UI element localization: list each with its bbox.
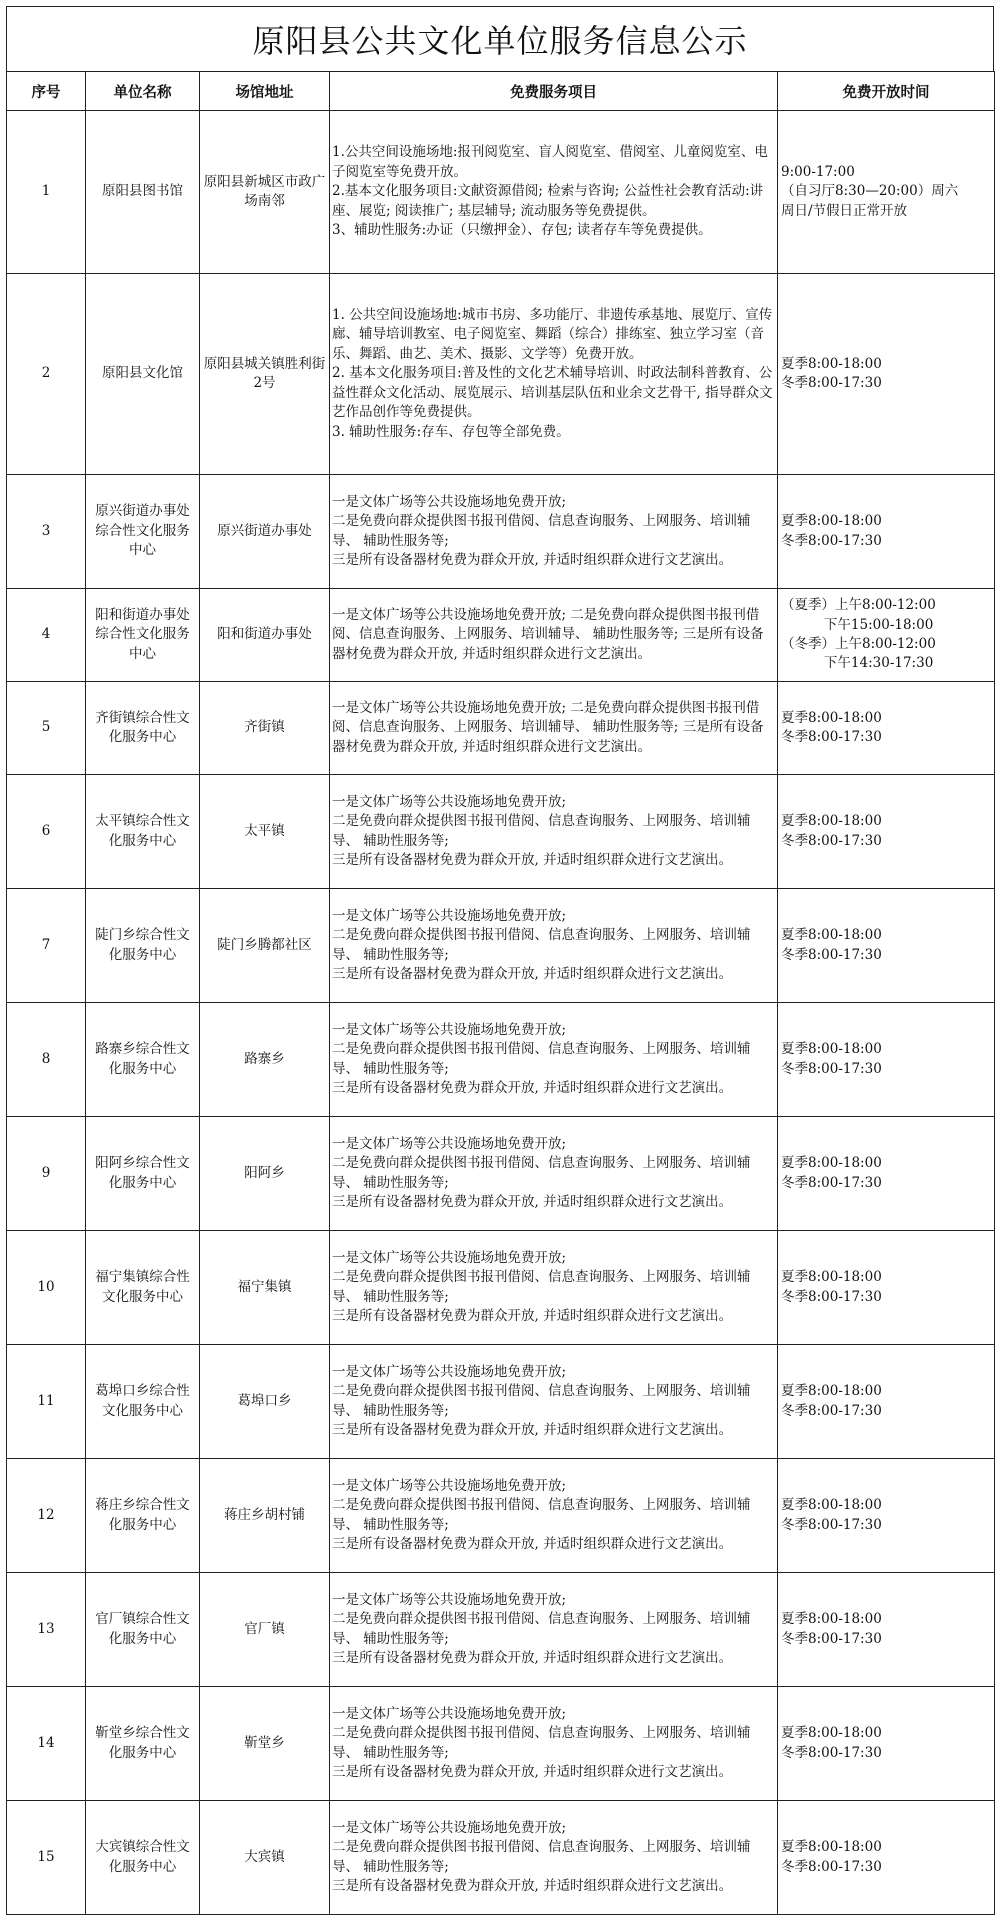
table-row: [7, 775, 995, 889]
cell-unit-name: 官厂镇综合性文化服务中心: [86, 1573, 200, 1687]
cell-unit-name: 阳和街道办事处综合性文化服务中心: [86, 589, 200, 682]
cell-hours: 夏季8:00-18:00 冬季8:00-17:30: [778, 682, 995, 775]
cell-unit-name: 靳堂乡综合性文化服务中心: [86, 1687, 200, 1801]
cell-seq: 13: [7, 1573, 86, 1687]
cell-address: 太平镇: [200, 775, 330, 889]
cell-hours: 夏季8:00-18:00 冬季8:00-17:30: [778, 1003, 995, 1117]
cell-services: 1. 公共空间设施场地:城市书房、多功能厅、非遗传承基地、展览厅、宣传廊、辅导培训教室、电子阅览室、舞蹈（综合）排练室、独立学习室（音乐、舞蹈、曲艺、美术、摄影、文学等）免费开放。 2. 基本文化服务项目:普及性的文化艺术辅导培训、时政法制科普教育、公益性群众文化活动、展览展示、培训基层队伍和业余文艺骨干, 指导群众文艺作品创作等免费提供。 3. 辅助性服务:存车、存包等全部免费。: [330, 274, 778, 475]
cell-address: 葛埠口乡: [200, 1345, 330, 1459]
cell-address: 靳堂乡: [200, 1687, 330, 1801]
cell-hours: 9:00-17:00 （自习厅8:30—20:00）周六 周日/节假日正常开放: [778, 111, 995, 274]
cell-services: 一是文体广场等公共设施场地免费开放; 二是免费向群众提供图书报刊借阅、信息查询服务、上网服务、培训辅导、 辅助性服务等; 三是所有设备器材免费为群众开放, 并适时组织群众进行文艺演出。: [330, 1573, 778, 1687]
cell-seq: 7: [7, 889, 86, 1003]
cell-address: 路寨乡: [200, 1003, 330, 1117]
table-body: [7, 111, 995, 1915]
cell-services: 一是文体广场等公共设施场地免费开放; 二是免费向群众提供图书报刊借阅、信息查询服务、上网服务、培训辅导、 辅助性服务等; 三是所有设备器材免费为群众开放, 并适时组织群众进行文艺演出。: [330, 589, 778, 682]
cell-seq: 15: [7, 1801, 86, 1915]
cell-services: 一是文体广场等公共设施场地免费开放; 二是免费向群众提供图书报刊借阅、信息查询服务、上网服务、培训辅导、 辅助性服务等; 三是所有设备器材免费为群众开放, 并适时组织群众进行文艺演出。: [330, 1117, 778, 1231]
cell-unit-name: 蒋庄乡综合性文化服务中心: [86, 1459, 200, 1573]
table-row: [7, 1345, 995, 1459]
cell-hours: 夏季8:00-18:00 冬季8:00-17:30: [778, 889, 995, 1003]
header-seq: 序号: [7, 72, 86, 111]
table-row: [7, 475, 995, 589]
cell-services: 一是文体广场等公共设施场地免费开放; 二是免费向群众提供图书报刊借阅、信息查询服务、上网服务、培训辅导、 辅助性服务等; 三是所有设备器材免费为群众开放, 并适时组织群众进行文艺演出。: [330, 1459, 778, 1573]
cell-address: 陡门乡腾都社区: [200, 889, 330, 1003]
cell-services: 一是文体广场等公共设施场地免费开放; 二是免费向群众提供图书报刊借阅、信息查询服务、上网服务、培训辅导、 辅助性服务等; 三是所有设备器材免费为群众开放, 并适时组织群众进行文艺演出。: [330, 775, 778, 889]
cell-hours: 夏季8:00-18:00 冬季8:00-17:30: [778, 475, 995, 589]
cell-address: 齐街镇: [200, 682, 330, 775]
cell-hours: 夏季8:00-18:00 冬季8:00-17:30: [778, 1687, 995, 1801]
cell-seq: 8: [7, 1003, 86, 1117]
header-name: 单位名称: [86, 72, 200, 111]
table-row: [7, 682, 995, 775]
cell-services: 一是文体广场等公共设施场地免费开放; 二是免费向群众提供图书报刊借阅、信息查询服务、上网服务、培训辅导、 辅助性服务等; 三是所有设备器材免费为群众开放, 并适时组织群众进行文艺演出。: [330, 889, 778, 1003]
cell-address: 原兴街道办事处: [200, 475, 330, 589]
page-title: 原阳县公共文化单位服务信息公示: [252, 22, 748, 60]
cell-services: 一是文体广场等公共设施场地免费开放; 二是免费向群众提供图书报刊借阅、信息查询服务、上网服务、培训辅导、 辅助性服务等; 三是所有设备器材免费为群众开放, 并适时组织群众进行文艺演出。: [330, 1003, 778, 1117]
cell-unit-name: 福宁集镇综合性文化服务中心: [86, 1231, 200, 1345]
cell-address: 福宁集镇: [200, 1231, 330, 1345]
cell-seq: 5: [7, 682, 86, 775]
table-row: [7, 274, 995, 475]
service-table: [6, 71, 995, 1915]
cell-hours: 夏季8:00-18:00 冬季8:00-17:30: [778, 775, 995, 889]
cell-address: 阳和街道办事处: [200, 589, 330, 682]
cell-hours: 夏季8:00-18:00 冬季8:00-17:30: [778, 1117, 995, 1231]
cell-unit-name: 阳阿乡综合性文化服务中心: [86, 1117, 200, 1231]
cell-services: 一是文体广场等公共设施场地免费开放; 二是免费向群众提供图书报刊借阅、信息查询服务、上网服务、培训辅导、 辅助性服务等; 三是所有设备器材免费为群众开放, 并适时组织群众进行文艺演出。: [330, 1801, 778, 1915]
cell-unit-name: 原阳县文化馆: [86, 274, 200, 475]
cell-services: 1.公共空间设施场地:报刊阅览室、盲人阅览室、借阅室、儿童阅览室、电子阅览室等免费开放。 2.基本文化服务项目:文献资源借阅; 检索与咨询; 公益性社会教育活动:讲座、展览; 阅读推广; 基层辅导; 流动服务等免费提供。 3、辅助性服务:办证（只缴押金）、存包; 读者存车等免费提供。: [330, 111, 778, 274]
cell-hours: （夏季）上午8:00-12:00 下午15:00-18:00 （冬季）上午8:00-12:00 下午14:30-17:30: [778, 589, 995, 682]
cell-services: 一是文体广场等公共设施场地免费开放; 二是免费向群众提供图书报刊借阅、信息查询服务、上网服务、培训辅导、 辅助性服务等; 三是所有设备器材免费为群众开放, 并适时组织群众进行文艺演出。: [330, 1687, 778, 1801]
cell-unit-name: 葛埠口乡综合性文化服务中心: [86, 1345, 200, 1459]
table-header: [7, 72, 995, 111]
table-row: [7, 1801, 995, 1915]
table-row: [7, 889, 995, 1003]
table-row: [7, 1459, 995, 1573]
cell-seq: 2: [7, 274, 86, 475]
cell-seq: 10: [7, 1231, 86, 1345]
cell-unit-name: 陡门乡综合性文化服务中心: [86, 889, 200, 1003]
notice-sheet: [6, 6, 994, 1915]
cell-hours: 夏季8:00-18:00 冬季8:00-17:30: [778, 274, 995, 475]
cell-hours: 夏季8:00-18:00 冬季8:00-17:30: [778, 1459, 995, 1573]
cell-seq: 4: [7, 589, 86, 682]
cell-seq: 1: [7, 111, 86, 274]
table-row: [7, 111, 995, 274]
cell-address: 官厂镇: [200, 1573, 330, 1687]
cell-services: 一是文体广场等公共设施场地免费开放; 二是免费向群众提供图书报刊借阅、信息查询服务、上网服务、培训辅导、 辅助性服务等; 三是所有设备器材免费为群众开放, 并适时组织群众进行文艺演出。: [330, 1231, 778, 1345]
header-services: 免费服务项目: [330, 72, 778, 111]
header-address: 场馆地址: [200, 72, 330, 111]
cell-seq: 3: [7, 475, 86, 589]
header-row: [7, 72, 995, 111]
cell-address: 原阳县新城区市政广场南邻: [200, 111, 330, 274]
cell-services: 一是文体广场等公共设施场地免费开放; 二是免费向群众提供图书报刊借阅、信息查询服务、上网服务、培训辅导、 辅助性服务等; 三是所有设备器材免费为群众开放, 并适时组织群众进行文艺演出。: [330, 682, 778, 775]
cell-hours: 夏季8:00-18:00 冬季8:00-17:30: [778, 1801, 995, 1915]
cell-hours: 夏季8:00-18:00 冬季8:00-17:30: [778, 1345, 995, 1459]
cell-address: 大宾镇: [200, 1801, 330, 1915]
table-row: [7, 1117, 995, 1231]
cell-services: 一是文体广场等公共设施场地免费开放; 二是免费向群众提供图书报刊借阅、信息查询服务、上网服务、培训辅导、 辅助性服务等; 三是所有设备器材免费为群众开放, 并适时组织群众进行文艺演出。: [330, 475, 778, 589]
cell-address: 阳阿乡: [200, 1117, 330, 1231]
table-row: [7, 1573, 995, 1687]
cell-address: 蒋庄乡胡村铺: [200, 1459, 330, 1573]
cell-seq: 11: [7, 1345, 86, 1459]
table-row: [7, 1231, 995, 1345]
cell-services: 一是文体广场等公共设施场地免费开放; 二是免费向群众提供图书报刊借阅、信息查询服务、上网服务、培训辅导、 辅助性服务等; 三是所有设备器材免费为群众开放, 并适时组织群众进行文艺演出。: [330, 1345, 778, 1459]
cell-address: 原阳县城关镇胜利街2号: [200, 274, 330, 475]
cell-hours: 夏季8:00-18:00 冬季8:00-17:30: [778, 1231, 995, 1345]
cell-hours: 夏季8:00-18:00 冬季8:00-17:30: [778, 1573, 995, 1687]
cell-unit-name: 太平镇综合性文化服务中心: [86, 775, 200, 889]
cell-unit-name: 齐街镇综合性文化服务中心: [86, 682, 200, 775]
cell-seq: 12: [7, 1459, 86, 1573]
cell-unit-name: 大宾镇综合性文化服务中心: [86, 1801, 200, 1915]
cell-unit-name: 路寨乡综合性文化服务中心: [86, 1003, 200, 1117]
cell-seq: 14: [7, 1687, 86, 1801]
cell-unit-name: 原兴街道办事处综合性文化服务中心: [86, 475, 200, 589]
cell-seq: 9: [7, 1117, 86, 1231]
title-row: [6, 6, 994, 71]
header-hours: 免费开放时间: [778, 72, 995, 111]
table-row: [7, 1003, 995, 1117]
cell-seq: 6: [7, 775, 86, 889]
table-row: [7, 1687, 995, 1801]
cell-unit-name: 原阳县图书馆: [86, 111, 200, 274]
table-row: [7, 589, 995, 682]
